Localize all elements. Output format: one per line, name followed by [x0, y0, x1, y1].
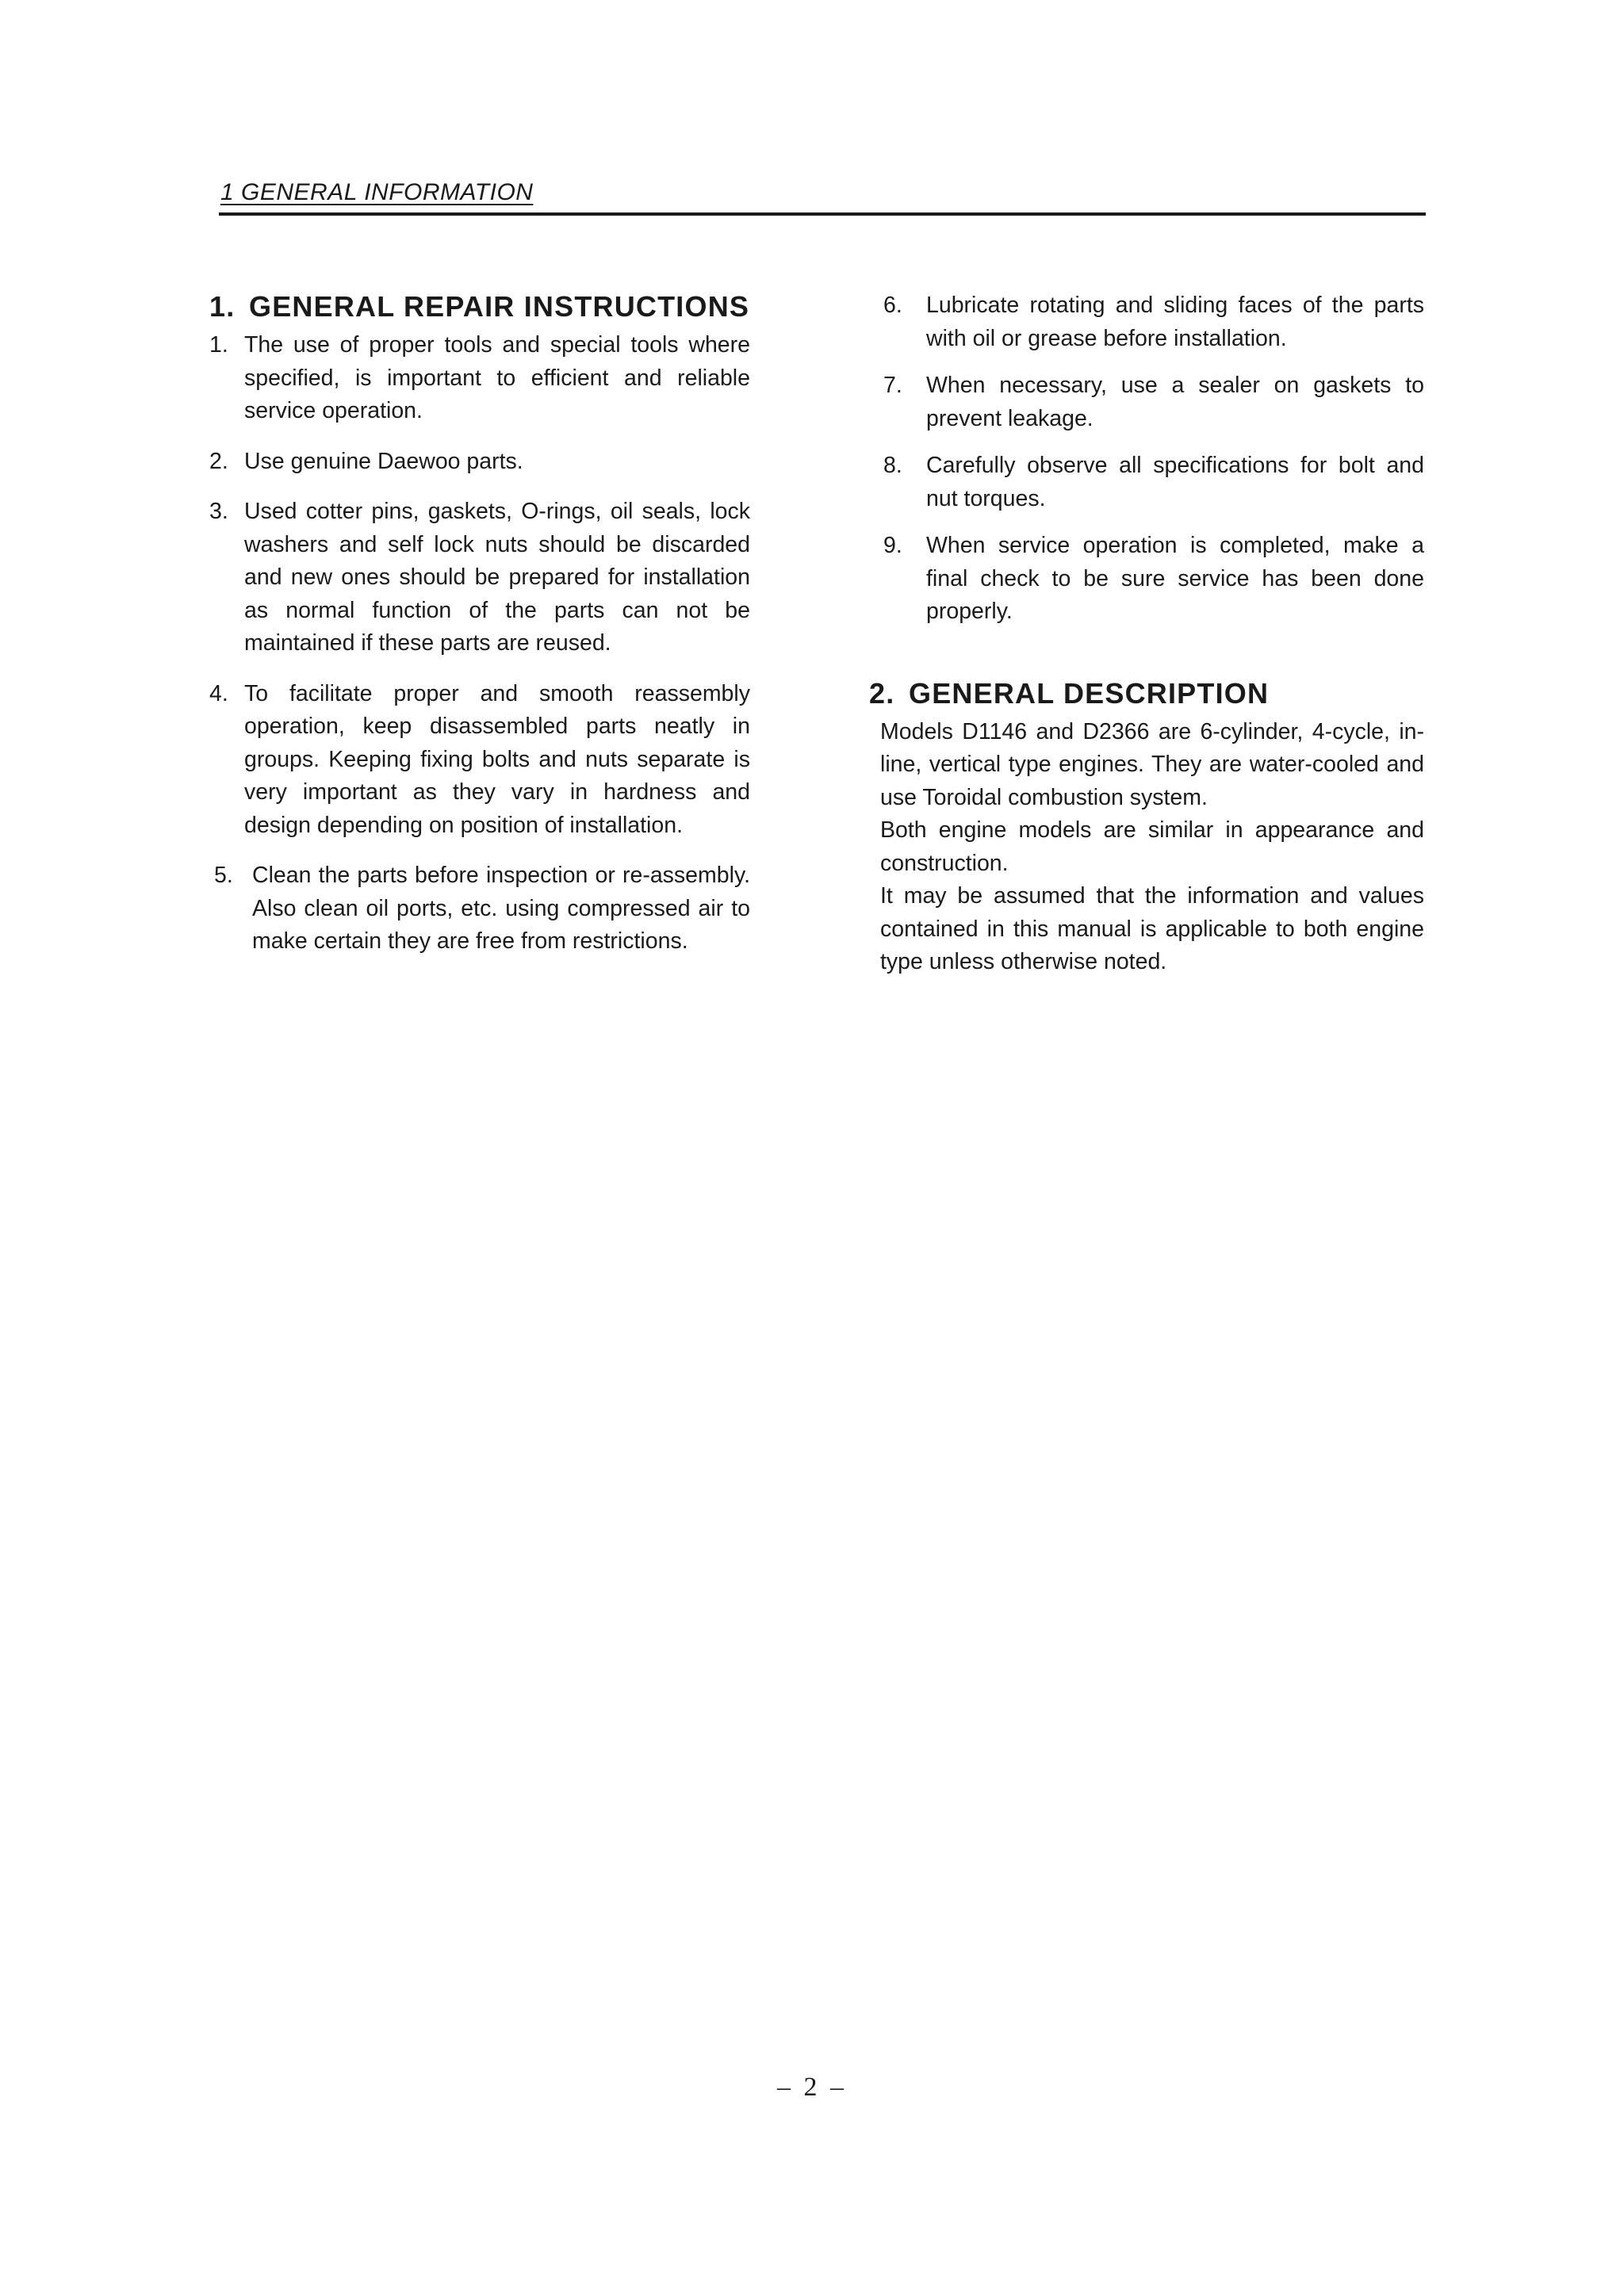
list-item: [209, 678, 750, 843]
description-paragraph: Models D1146 and D2366 are 6-cylinder, 4-cycle, in-line, vertical type engines. They are water-cooled and use Toroidal combustion system.: [880, 718, 1424, 810]
item-text: To facilitate proper and smooth reassembly operation, keep disassembled parts neatly in groups. Keeping fixing bolts and nuts separate is very important as they vary in hardness and design depending on position of installation.: [244, 680, 750, 838]
repair-instructions-list-continued: [869, 289, 1424, 629]
list-item: [209, 496, 750, 660]
item-text: Lubricate rotating and sliding faces of the parts with oil or grease before installation.: [926, 293, 1424, 351]
section-title: GENERAL REPAIR INSTRUCTIONS: [249, 290, 750, 323]
section-number: 2.: [869, 676, 895, 710]
page-number: – 2 –: [777, 2072, 847, 2102]
list-item: [209, 859, 750, 959]
repair-instructions-list: [209, 329, 750, 959]
item-text: Carefully observe all specifications for bolt and nut torques.: [926, 453, 1424, 511]
list-item: [869, 369, 1424, 435]
item-number: 9.: [883, 533, 902, 558]
item-text: When necessary, use a sealer on gaskets to prevent leakage.: [926, 373, 1424, 431]
item-number: 1.: [209, 332, 228, 358]
general-description-body: [869, 716, 1424, 979]
list-item: [209, 446, 750, 479]
description-paragraph: It may be assumed that the information and values contained in this manual is applicable to both engine type unless otherwise noted.: [880, 883, 1424, 974]
left-column: [209, 289, 750, 976]
list-item: [869, 530, 1424, 629]
item-text: Use genuine Daewoo parts.: [244, 448, 523, 474]
running-header: 1 GENERAL INFORMATION: [220, 179, 534, 205]
section-heading-repair-instructions: [209, 289, 750, 324]
item-number: 5.: [214, 863, 233, 888]
list-item: [209, 329, 750, 428]
list-item: [869, 450, 1424, 515]
item-number: 6.: [883, 293, 902, 318]
item-number: 7.: [883, 373, 902, 398]
item-text: When service operation is completed, make a final check to be sure service has been done properly.: [926, 533, 1424, 624]
section-title: GENERAL DESCRIPTION: [909, 676, 1270, 710]
item-number: 3.: [209, 499, 228, 524]
item-text: Used cotter pins, gaskets, O-rings, oil seals, lock washers and self lock nuts should be discarded and new ones should be prepared for installation as normal function of the parts can not be maintained if these parts are reused.: [244, 499, 750, 656]
description-paragraph: Both engine models are similar in appearance and construction.: [880, 817, 1424, 876]
item-number: 8.: [883, 453, 902, 478]
item-number: 2.: [209, 448, 228, 474]
section-number: 1.: [209, 290, 236, 323]
item-text: Clean the parts before inspection or re-assembly. Also clean oil ports, etc. using compressed air to make certain they are free from restrictions.: [252, 863, 750, 954]
item-text: The use of proper tools and special tools where specified, is important to efficient and reliable service operation.: [244, 332, 750, 423]
item-number: 4.: [209, 680, 228, 706]
right-column: [869, 289, 1424, 979]
header-rule: [219, 212, 1426, 216]
section-heading-general-description: [869, 676, 1424, 711]
list-item: [869, 289, 1424, 355]
